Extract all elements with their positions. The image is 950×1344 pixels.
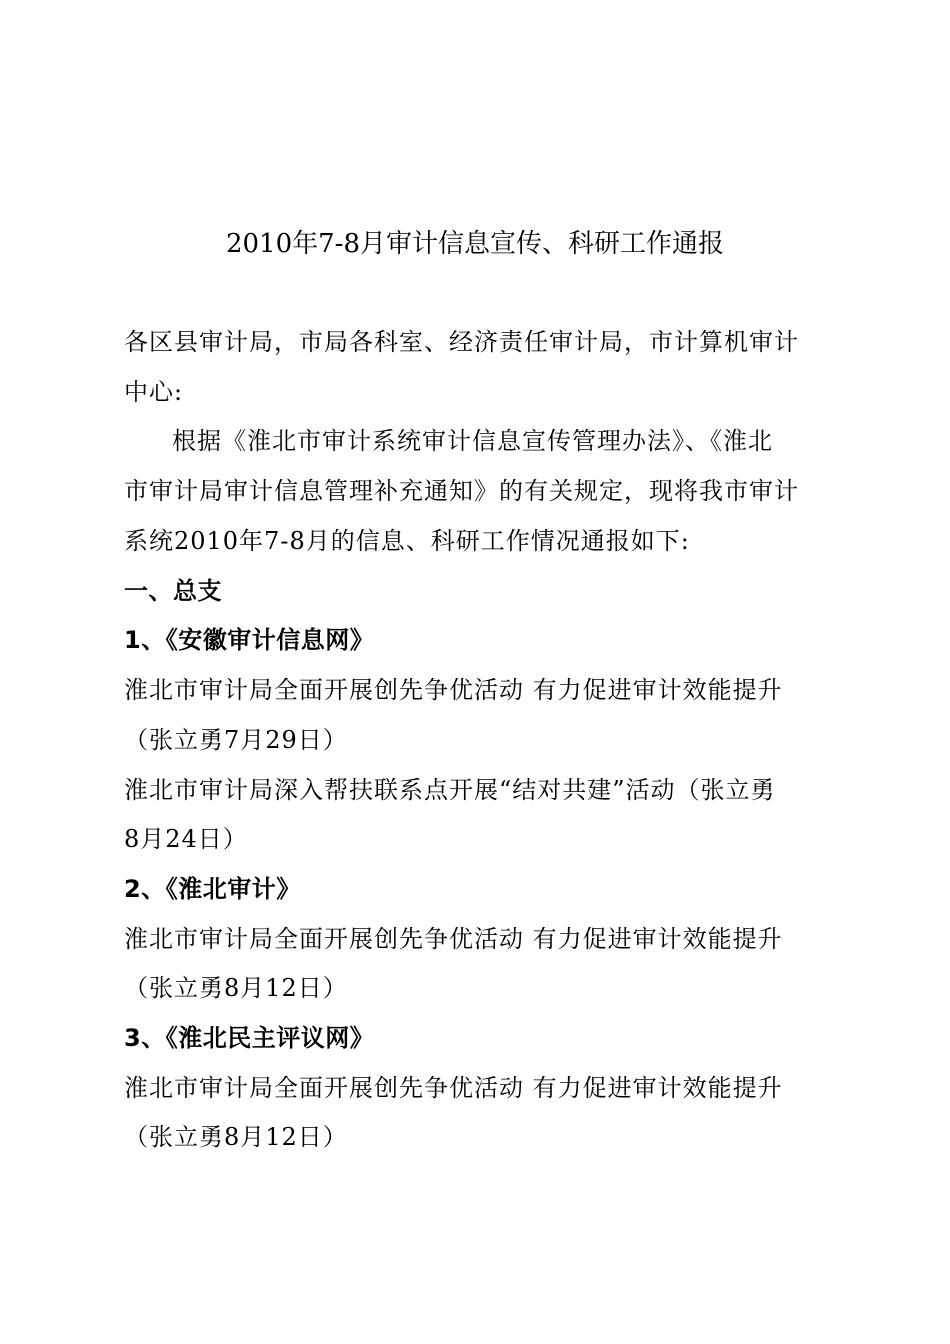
item-heading-3: 3、《淮北民主评议网》 [124, 1024, 375, 1052]
item-3-entry-1-line-2: （张立勇8月12日） [124, 1123, 348, 1151]
intro-line-3: 系统2010年7-8月的信息、科研工作情况通报如下: [124, 527, 690, 555]
item-2-entry-1-line-1: 淮北市审计局全面开展创先争优活动 有力促进审计效能提升 [124, 925, 783, 953]
item-heading-1: 1、《安徽审计信息网》 [124, 626, 375, 654]
item-1-entry-1-line-2: （张立勇7月29日） [124, 726, 348, 754]
salutation-line-1: 各区县审计局，市局各科室、经济责任审计局，市计算机审计 [124, 328, 799, 356]
item-heading-2: 2、《淮北审计》 [124, 875, 301, 903]
item-2-entry-1-line-2: （张立勇8月12日） [124, 974, 348, 1002]
section-heading: 一、总支 [124, 577, 222, 605]
intro-line-1: 根据《淮北市审计系统审计信息宣传管理办法》、《淮北 [172, 427, 773, 455]
item-1-entry-2-line-2: 8月24日） [124, 825, 248, 853]
intro-line-2: 市审计局审计信息管理补充通知》的有关规定，现将我市审计 [124, 477, 799, 505]
item-1-entry-2-line-1: 淮北市审计局深入帮扶联系点开展“结对共建”活动（张立勇 [124, 776, 776, 804]
salutation-line-2: 中心: [124, 378, 184, 406]
item-3-entry-1-line-1: 淮北市审计局全面开展创先争优活动 有力促进审计效能提升 [124, 1074, 783, 1102]
document-title: 2010年7-8月审计信息宣传、科研工作通报 [225, 229, 725, 259]
item-1-entry-1-line-1: 淮北市审计局全面开展创先争优活动 有力促进审计效能提升 [124, 676, 783, 704]
